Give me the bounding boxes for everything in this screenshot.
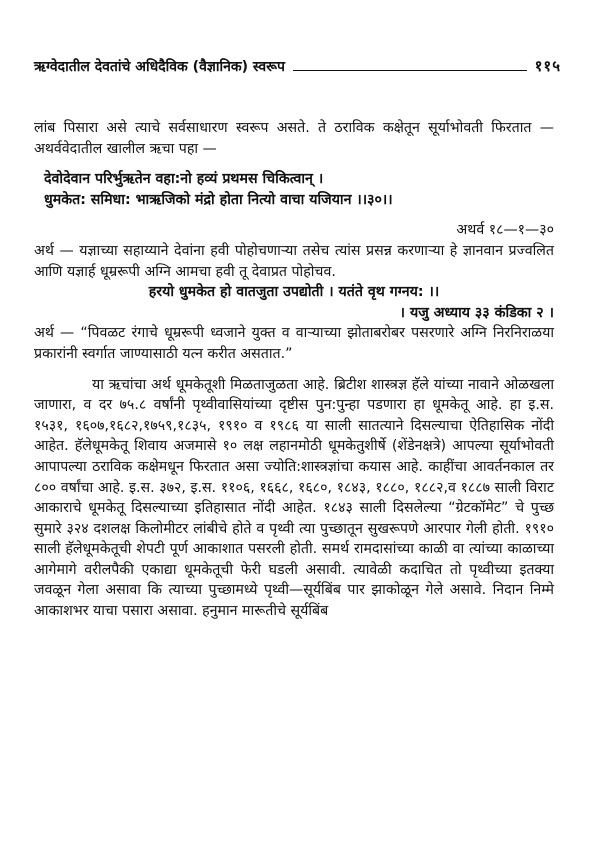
meaning-1: अर्थ — यज्ञाच्या सहाय्याने देवांना हवी पोहोचणाऱ्या तसेच त्यांस प्रसन्न करणाऱ्या हे ज्ञानवान प्रज्वलित आणि यज्ञार्ह धूम्ररूपी अग्नि आमचा हवी तू देवाप्रत पोहोचव. [34, 242, 554, 280]
verse-reference-1: अथर्व १८—१—३० [456, 222, 554, 239]
running-header [34, 56, 561, 76]
header-rule [293, 70, 527, 71]
page-number: ११५ [534, 57, 561, 75]
verse-2: हरयो धुमकेत हो वातजुता उपद्योती । यतंते वृथ गग्नय: ।। [148, 284, 440, 301]
verse-reference-2: । यजु अध्याय ३३ कंडिका २ । [399, 304, 554, 321]
intro-text: लांब पिसारा असे त्याचे सर्वसाधारण स्वरूप असते. ते ठराविक कक्षेतून सूर्याभोवती फिरतात — अथर्ववेदातील खालील ऋचा पहा — [34, 120, 554, 157]
meaning-2: अर्थ — “पिवळट रंगाचे धूम्ररूपी ध्वजाने युक्त व वाऱ्याच्या झोताबरोबर पसरणारे अग्नि निरनिराळया प्रकारांनी स्वर्गात जाण्यासाठी यत्न करीत असतात.” [34, 325, 554, 362]
page-body [34, 118, 554, 622]
verse-line-1: देवोदेवान परिर्भुऋतेन वहा:नो हव्यं प्रथमस चिकित्वान् । [44, 171, 324, 188]
main-paragraph: या ऋचांचा अर्थ धूमकेतूशी मिळताजुळता आहे. ब्रिटीश शास्त्रज्ञ हॅले यांच्या नावाने ओळखला जाणारा, व दर ७५.८ वर्षांनी पृथ्वीवासियांच्या दृष्टीस पुन:पुन्हा पडणारा हा धूमकेतू आहे. हा इ.स. १५३१, १६०७,१६८२,१७५९,१८३५, १९१० व १९८६ या साली सातत्याने दिसल्याचा ऐतिहासिक नोंदी आहेत. हॅलेधूमकेतू शिवाय अजमासे १० लक्ष लहानमोठी धूमकेतुशीर्षे (शेंडेनक्षत्रे) आपल्या सूर्याभोवती आपापल्या ठराविक कक्षेमधून फिरतात असा ज्योति:शास्त्रज्ञांचा कयास आहे. काहींचा आवर्तनकाल तर ८०० वर्षांचा आहे. इ.स. ३७२, इ.स. ११०६, १६६८, १६८०, १८४३, १८८०, १८८२,व १८८७ साली विराट आकाराचे धूमकेतू दिसल्याच्या इतिहासात नोंदी आहेत. १८४३ साली दिसलेल्या “ग्रेटकॉमेट” चे पुच्छ सुमारे ३२४ दशलक्ष किलोमीटर लांबीचे होते व पृथ्वी त्या पुच्छातून सुखरूपणे आरपार गेली होती. १९१० साली हॅलेधूमकेतूची शेपटी पूर्ण आकाशात पसरली होती. समर्थ रामदासांच्या काळी वा त्यांच्या काळाच्या आगेमागे वरीलपैकी एकाद्या धूमकेतूची फेरी घडली असावी. त्यावेळी कदाचित तो पृथ्वीच्या इतक्या जवळून गेला असावा कि त्याच्या पुच्छामध्ये पृथ्वी—सूर्यबिंब पार झाकोळून गेले असावे. निदान निम्मे आकाशभर याचा पसारा असावा. हनुमान मारूतीचे सूर्यबिंब [34, 376, 554, 620]
header-title: ऋग्वेदातील देवतांचे अधिदैविक (वैज्ञानिक) स्वरूप [34, 59, 285, 75]
verse-line-2: धुमकेत: समिधा: भाऋजिको मंद्रो होता नित्यो वाचा यजियान ।।३०।। [44, 191, 393, 208]
